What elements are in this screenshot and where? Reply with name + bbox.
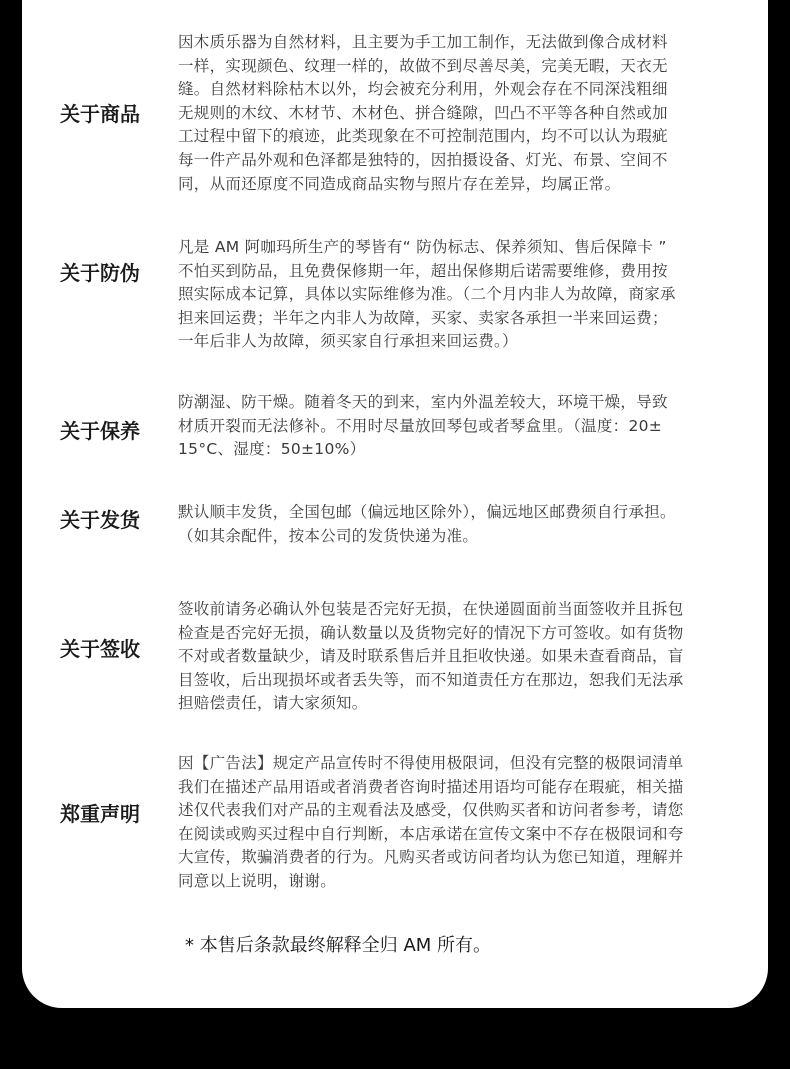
- text-line: 不怕买到防品，且免费保修期一年，超出保修期后诺需要维修，费用按: [178, 261, 668, 280]
- section-text: [178, 752, 748, 894]
- text-line: 凡是 AM 阿咖玛所生产的琴皆有“ 防伪标志、保养须知、售后保障卡 ”: [178, 238, 667, 256]
- text-line: 担赔偿责任，请大家须知。: [178, 694, 368, 713]
- text-line: 目签收，后出现损坏或者丢失等，而不知道责任方在那边，恕我们无法承: [178, 670, 684, 689]
- text-line: 不对或者数量缺少，请及时联系售后并且拒收快递。如果未查看商品，盲: [178, 647, 684, 666]
- text-line: 同意以上说明，谢谢。: [178, 871, 337, 890]
- text-line: 15°C、湿度：50±10%）: [178, 440, 366, 459]
- info-card: [22, 0, 768, 1008]
- text-line: 述仅代表我们对产品的主观看法及感受，仅供购买者和访问者参考，请您: [178, 801, 684, 820]
- text-line: 我们在描述产品用语或者消费者咨询时描述用语均可能存在瑕疵，相关描: [178, 777, 684, 796]
- text-line: 材质开裂而无法修补。不用时尽量放回琴包或者琴盒里。（温度：20±: [178, 416, 663, 435]
- text-line: 防潮湿、防干燥。随着冬天的到来，室内外温差较大，环境干燥，导致: [178, 393, 668, 411]
- section-label: 关于保养: [60, 419, 140, 443]
- section-text: [178, 391, 748, 462]
- text-line: 签收前请务必确认外包装是否完好无损，在快递圆面前当面签收并且拆包: [178, 600, 684, 618]
- text-line: 缝。自然材料除枯木以外，均会被充分利用，外观会存在不同深浅粗细: [178, 80, 668, 99]
- text-line: 无规则的木纹、木材节、木材色、拼合缝隙，凹凸不平等各种自然或加: [178, 103, 668, 122]
- section-text: [178, 236, 748, 354]
- text-line: 一年后非人为故障，须买家自行承担来回运费。）: [178, 332, 518, 351]
- text-line: 大宣传，欺骗消费者的行为。凡购买者或访问者均认为您已知道，理解并: [178, 848, 684, 867]
- section-label: 郑重声明: [60, 802, 140, 826]
- text-line: 检查是否完好无损，确认数量以及货物完好的情况下方可签收。如有货物: [178, 623, 684, 642]
- section-text: [178, 501, 748, 548]
- text-line: 照实际成本记算，具体以实际维修为准。（二个月内非人为故障，商家承: [178, 285, 676, 304]
- section-label: 关于防伪: [60, 261, 140, 285]
- text-line: 担来回运费；半年之内非人为故障，买家、卖家各承担一半来回运费；: [178, 308, 668, 327]
- section-label: 关于签收: [60, 637, 140, 661]
- section-label: 关于商品: [60, 102, 140, 126]
- text-line: 因【广告法】规定产品宣传时不得使用极限词，但没有完整的极限词清单: [178, 754, 684, 772]
- footer-note: * 本售后条款最终解释全归 AM 所有。: [185, 935, 492, 956]
- text-line: 默认顺丰发货，全国包邮（偏远地区除外），偏远地区邮费须自行承担。: [178, 503, 676, 521]
- text-line: 一样，实现颜色、纹理一样的，故做不到尽善尽美，完美无暇，天衣无: [178, 56, 668, 75]
- text-line: 在阅读或购买过程中自行判断，本店承诺在宣传文案中不存在极限词和夸: [178, 824, 684, 843]
- section-text: [178, 598, 748, 716]
- text-line: 每一件产品外观和色泽都是独特的，因拍摄设备、灯光、布景、空间不: [178, 150, 668, 169]
- section-label: 关于发货: [60, 508, 140, 532]
- text-line: 同，从而还原度不同造成商品实物与照片存在差异，均属正常。: [178, 174, 621, 193]
- text-line: 因木质乐器为自然材料，且主要为手工加工制作，无法做到像合成材料: [178, 33, 668, 51]
- text-line: （如其余配件，按本公司的发货快递为准。: [178, 526, 479, 545]
- section-text: [178, 31, 748, 196]
- text-line: 工过程中留下的痕迹，此类现象在不可控制范围内，均不可以认为瑕疵: [178, 127, 668, 146]
